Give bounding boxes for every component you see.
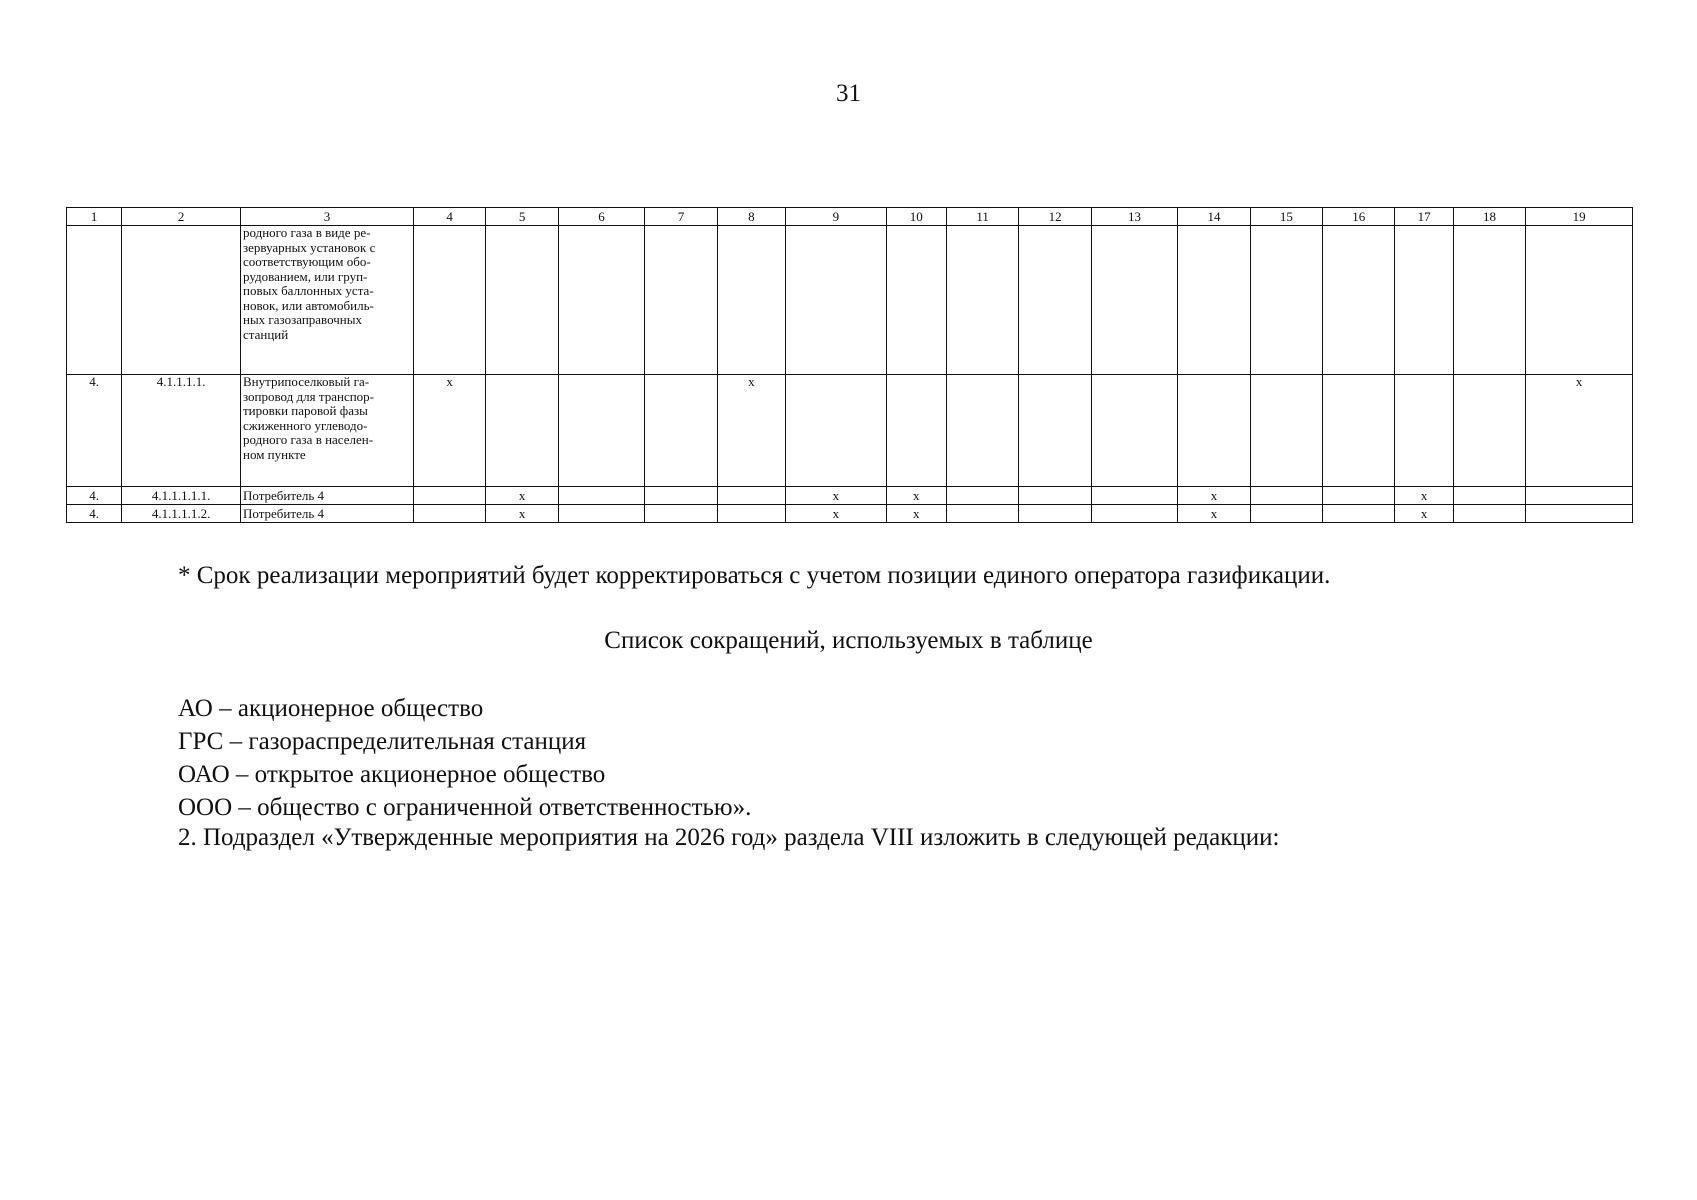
table-cell [1395,375,1453,487]
table-cell [886,375,946,487]
table-cell [786,226,887,375]
table-cell [1178,226,1250,375]
table-cell [1526,487,1633,505]
table-cell [886,226,946,375]
table-row [67,375,1633,487]
table-cell [645,487,717,505]
table-cell [717,487,785,505]
abbreviations-title: Список сокращений, используемых в таблице [604,627,1093,654]
page-number: 31 [836,80,861,107]
table-cell [1250,226,1322,375]
table-cell: x [486,487,558,505]
table-body [67,226,1633,523]
table-cell [1091,505,1177,523]
table-row [67,487,1633,505]
column-header: 8 [717,208,785,226]
table-header-row [67,208,1633,226]
table-cell: x [1178,487,1250,505]
table-cell: x [717,375,785,487]
column-header: 4 [413,208,485,226]
table-cell: 4. [67,505,122,523]
table-cell [1453,505,1525,523]
column-header: 18 [1453,208,1525,226]
table-cell [1091,226,1177,375]
table-cell [558,226,644,375]
table-cell: 4. [67,487,122,505]
final-paragraph: 2. Подраздел «Утвержденные мероприятия на 2026 год» раздела VIII изложить в следующей редакции: [178,824,1280,851]
table-cell [1250,375,1322,487]
table-cell: Внутрипоселковый га- зопровод для транспор- тировки паровой фазы сжиженного углеводо- родного газа в населен- ном пункте [240,375,413,487]
column-header: 19 [1526,208,1633,226]
table-cell [413,505,485,523]
column-header: 9 [786,208,887,226]
table-cell [1250,487,1322,505]
column-header: 2 [122,208,241,226]
table-cell [1323,375,1395,487]
table-cell [645,226,717,375]
table-cell: x [886,505,946,523]
column-header: 17 [1395,208,1453,226]
table-cell: x [1395,487,1453,505]
table-cell [1453,375,1525,487]
table-cell [645,505,717,523]
table-row [67,505,1633,523]
table-cell: x [886,487,946,505]
table-cell: x [1395,505,1453,523]
table-cell: 4.1.1.1.1.1. [122,487,241,505]
column-header: 10 [886,208,946,226]
table-cell [1250,505,1322,523]
table-cell [558,505,644,523]
table-cell [946,487,1018,505]
table-cell [558,375,644,487]
table-cell [1323,505,1395,523]
table-cell: Потребитель 4 [240,505,413,523]
table-cell: 4.1.1.1.1.2. [122,505,241,523]
abbreviation-item: ОАО – открытое акционерное общество [178,761,606,788]
table-cell: x [486,505,558,523]
column-header: 5 [486,208,558,226]
table-cell [1395,226,1453,375]
table-cell [717,226,785,375]
footnote: * Срок реализации мероприятий будет корректироваться с учетом позиции единого оператора газификации. [178,562,1331,589]
table-cell: x [786,505,887,523]
table-row [67,226,1633,375]
column-header: 6 [558,208,644,226]
column-header: 15 [1250,208,1322,226]
abbreviation-item: ГРС – газораспределительная станция [178,728,587,755]
table-cell: x [1178,505,1250,523]
table-cell: родного газа в виде ре- зервуарных установок с соответствующим обо- рудованием, или груп- повых баллонных уста- новок, или автомобиль- ных газозаправочных станций [240,226,413,375]
column-header: 11 [946,208,1018,226]
table-cell: x [786,487,887,505]
table-cell [1019,375,1091,487]
column-header: 16 [1323,208,1395,226]
table-cell: x [413,375,485,487]
table-cell [1019,505,1091,523]
abbreviation-item: АО – акционерное общество [178,695,484,722]
table-cell: x [1526,375,1633,487]
table-cell [486,226,558,375]
column-header: 3 [240,208,413,226]
table-cell: 4. [67,375,122,487]
table-cell: Потребитель 4 [240,487,413,505]
table-cell [1323,487,1395,505]
table-cell [1091,375,1177,487]
table-cell [946,505,1018,523]
table-cell [486,375,558,487]
table-cell [413,487,485,505]
table-cell [1019,226,1091,375]
table-cell [1091,487,1177,505]
table-cell [946,226,1018,375]
table-cell [1453,226,1525,375]
table-cell [1526,505,1633,523]
table-cell [558,487,644,505]
table-cell [946,375,1018,487]
table-cell: 4.1.1.1.1. [122,375,241,487]
column-header: 1 [67,208,122,226]
measures-table [66,207,1633,523]
table-cell [1019,487,1091,505]
table-cell [645,375,717,487]
table-cell [717,505,785,523]
table-cell [122,226,241,375]
column-header: 13 [1091,208,1177,226]
table-cell [67,226,122,375]
table-cell [786,375,887,487]
table-cell [413,226,485,375]
table-cell [1323,226,1395,375]
table-cell [1178,375,1250,487]
abbreviation-item: ООО – общество с ограниченной ответственностью». [178,794,752,821]
abbreviations-list [178,692,751,824]
table-cell [1526,226,1633,375]
column-header: 7 [645,208,717,226]
column-header: 12 [1019,208,1091,226]
table-cell [1453,487,1525,505]
column-header: 14 [1178,208,1250,226]
